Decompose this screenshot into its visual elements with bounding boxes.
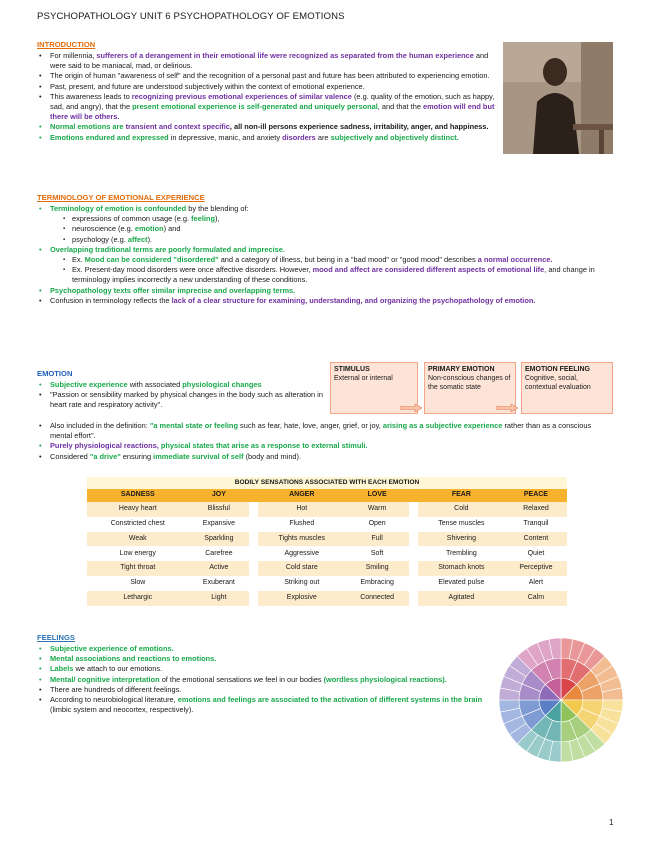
terminology-sub-bullet: ▪ neuroscience (e.g. emotion) and xyxy=(50,224,613,234)
table-cell: Trembling xyxy=(418,546,505,561)
table-cell: Tense muscles xyxy=(418,517,505,532)
table-cell: Explosive xyxy=(258,591,345,606)
emotion-list-top xyxy=(37,380,337,411)
column-header: LOVE xyxy=(345,489,409,502)
feelings-bullet: • There are hundreds of different feelings. xyxy=(37,685,492,695)
column-header: ANGER xyxy=(258,489,345,502)
table-cell: Open xyxy=(345,517,409,532)
intro-bullet: • This awareness leads to recognizing previous emotional experiences of similar valence (e.g. quality of the emotion, such as happy, sad, and angry), that the present emotional experience is self-generated and uniquely personal, and that the emotion will end but there will be others. xyxy=(37,92,500,123)
feelings-bullet: • Labels we attach to our emotions. xyxy=(37,664,492,674)
table-cell: Calm xyxy=(505,591,567,606)
flow-box-primary-emotion: PRIMARY EMOTION Non-conscious changes of the somatic state xyxy=(424,362,516,414)
emotion-bullet: • Also included in the definition: "a mental state or feeling such as fear, hate, love, anger, grief, or joy, arising as a subjective experience rather than as a conscious mental effort". xyxy=(37,421,613,441)
feelings-bullet: • According to neurobiological literature, emotions and feelings are associated to the activation of different systems in the brain (limbic system and neocortex, respectively). xyxy=(37,695,492,715)
emotion-bullet: • "Passion or sensibility marked by physical changes in the body such as alteration in heart rate and respiratory activity". xyxy=(37,390,337,410)
table-cell: Light xyxy=(189,591,250,606)
terminology-sub-bullet: ▪ psychology (e.g. affect). xyxy=(50,235,613,245)
table-cell: Agitated xyxy=(418,591,505,606)
table-cell: Slow xyxy=(87,576,189,591)
table-row xyxy=(87,502,567,517)
table-cell: Lethargic xyxy=(87,591,189,606)
table-cell: Full xyxy=(345,532,409,547)
table-cell: Smiling xyxy=(345,561,409,576)
table-row xyxy=(87,532,567,547)
table-cell: Elevated pulse xyxy=(418,576,505,591)
flow-box-stimulus: STIMULUS External or internal xyxy=(330,362,418,414)
emotion-bullet: • Considered "a drive" ensuring immediate survival of self (body and mind). xyxy=(37,452,613,462)
table-cell: Content xyxy=(505,532,567,547)
emotion-bullet: • Purely physiological reactions, physical states that arise as a response to external stimuli. xyxy=(37,441,613,451)
introduction-list xyxy=(37,51,499,143)
table-cell: Striking out xyxy=(258,576,345,591)
table-row xyxy=(87,517,567,532)
terminology-sub-bullet: ▪ expressions of common usage (e.g. feeling), xyxy=(50,214,613,224)
table-row xyxy=(87,546,567,561)
table-cell: Tights muscles xyxy=(258,532,345,547)
terminology-bullet: • Confusion in terminology reflects the lack of a clear structure for examining, understanding, and organizing the psychopathology of emotion. xyxy=(37,296,613,306)
table-cell: Soft xyxy=(345,546,409,561)
emotion-list-bottom xyxy=(37,421,613,462)
table-cell: Relaxed xyxy=(505,502,567,517)
table-cell: Alert xyxy=(505,576,567,591)
column-header: JOY xyxy=(189,489,250,502)
intro-bullet: • Past, present, and future are understood subjectively within the context of emotional experience. xyxy=(37,82,499,92)
terminology-bullet: • Psychopathology texts offer similar imprecise and overlapping terms. xyxy=(37,286,613,296)
table-cell: Quiet xyxy=(505,546,567,561)
table-cell: Connected xyxy=(345,591,409,606)
table-cell: Tranquil xyxy=(505,517,567,532)
flow-box-emotion-feeling: EMOTION FEELING Cognitive, social, contextual evaluation xyxy=(521,362,613,414)
emotion-flow-diagram xyxy=(330,362,613,416)
table-cell: Weak xyxy=(87,532,189,547)
terminology-bullet: • Overlapping traditional terms are poorly formulated and imprecise. ▪ Ex. Mood can be considered "disordered" and a category of illness, but being in a "bad mood" or "good mood" describes a normal occurrence. ▪ Ex. Present-day mood disorders were once affective disorders. However, mood and affect are considered different aspects of emotional life, and change in terminology implies incorrectly a new understanding of these conditions. xyxy=(37,245,613,286)
intro-bullet: • Emotions endured and expressed in depressive, manic, and anxiety disorders are subjectively and objectively distinct. xyxy=(37,133,640,143)
feelings-list xyxy=(37,644,492,715)
document-title: PSYCHOPATHOLOGY UNIT 6 PSYCHOPATHOLOGY OF EMOTIONS xyxy=(37,11,345,22)
column-header: FEAR xyxy=(418,489,505,502)
feelings-bullet: • Mental/ cognitive interpretation of the emotional sensations we feel in our bodies (wordless physiological reactions). xyxy=(37,675,492,685)
terminology-sub-bullet: ▪ Ex. Present-day mood disorders were once affective disorders. However, mood and affect are considered different aspects of emotional life, and change in terminology implies incorrectly a new understanding of these conditions. xyxy=(50,265,613,285)
table-cell: Tight throat xyxy=(87,561,189,576)
introduction-heading: INTRODUCTION xyxy=(37,40,96,49)
table-cell: Low energy xyxy=(87,546,189,561)
table-cell: Warm xyxy=(345,502,409,517)
terminology-sub-bullet: ▪ Ex. Mood can be considered "disordered" and a category of illness, but being in a "bad mood" or "good mood" describes a normal occurrence. xyxy=(50,255,613,265)
table-cell: Hot xyxy=(258,502,345,517)
table-cell: Stomach knots xyxy=(418,561,505,576)
flow-arrow-icon xyxy=(400,404,422,412)
table-cell: Constricted chest xyxy=(87,517,189,532)
terminology-heading: TERMINOLOGY OF EMOTIONAL EXPERIENCE xyxy=(37,193,205,202)
table-header-row xyxy=(87,489,567,502)
intro-bullet: • For millennia, sufferers of a derangement in their emotional life were recognized as separated from the human experience and were said to be maniacal, mad, or delirious. xyxy=(37,51,499,71)
feelings-bullet: • Mental associations and reactions to emotions. xyxy=(37,654,492,664)
terminology-bullet: • Terminology of emotion is confounded by the blending of: ▪ expressions of common usage (e.g. feeling), ▪ neuroscience (e.g. emotion) and ▪ psychology (e.g. affect). xyxy=(37,204,613,245)
flow-arrow-icon xyxy=(496,404,518,412)
table-cell: Expansive xyxy=(189,517,250,532)
table-cell: Sparkling xyxy=(189,532,250,547)
table-cell: Perceptive xyxy=(505,561,567,576)
table-row xyxy=(87,561,567,576)
emotion-bullet: • Subjective experience with associated physiological changes xyxy=(37,380,337,390)
table-cell: Exuberant xyxy=(189,576,250,591)
table-cell: Shivering xyxy=(418,532,505,547)
page-number: 1 xyxy=(609,818,614,827)
column-header: PEACE xyxy=(505,489,567,502)
woman-portrait-image xyxy=(503,42,613,154)
terminology-list xyxy=(37,204,613,306)
table-cell: Carefree xyxy=(189,546,250,561)
column-header: SADNESS xyxy=(87,489,189,502)
emotion-heading: EMOTION xyxy=(37,369,73,378)
feelings-heading: FEELINGS xyxy=(37,633,75,642)
table-cell: Flushed xyxy=(258,517,345,532)
intro-bullet: • The origin of human "awareness of self" and the recognition of a personal past and future has been attributed to experiencing emotion. xyxy=(37,71,499,81)
table-cell: Blissful xyxy=(189,502,250,517)
table-cell: Embracing xyxy=(345,576,409,591)
table-row xyxy=(87,591,567,606)
table-title: BODILY SENSATIONS ASSOCIATED WITH EACH EMOTION xyxy=(87,477,567,489)
intro-bullet: • Normal emotions are transient and context specific, all non-ill persons experience sadness, irritability, anger, and happiness. xyxy=(37,122,640,132)
table-cell: Cold stare xyxy=(258,561,345,576)
table-row xyxy=(87,576,567,591)
table-cell: Aggressive xyxy=(258,546,345,561)
table-cell: Active xyxy=(189,561,250,576)
feelings-wheel-image xyxy=(497,636,625,764)
table-cell: Heavy heart xyxy=(87,502,189,517)
bodily-sensations-table xyxy=(87,477,567,606)
feelings-bullet: • Subjective experience of emotions. xyxy=(37,644,492,654)
table-cell: Cold xyxy=(418,502,505,517)
